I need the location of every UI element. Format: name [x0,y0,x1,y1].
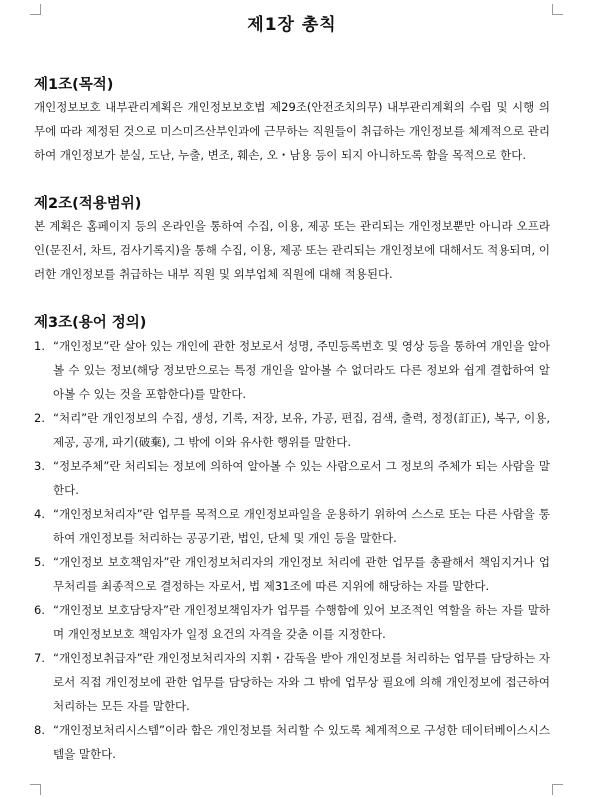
article-2-body: 본 계획은 홈페이지 등의 온라인을 통하여 수집, 이용, 제공 또는 관리되는 개인정보뿐만 아니라 오프라인(문진서, 차트, 검사기록지)을 통해 수집, 이용, 제공 또는 관리되는 개인정보에 대해서도 적용되며, 이러한 개인정보를 취급하는 내부 직원 및 외부업체 직원에 대해 적용된다. [34,219,550,281]
article-1 [34,73,550,167]
definition-text: “개인정보 보호담당자”란 개인정보책임자가 업무를 수행함에 있어 보조적인 역할을 하는 자를 말하며 개인정보보호 책임자가 일정 요건의 자격을 갖춘 이를 지정한다. [53,603,550,641]
definition-item [34,334,550,406]
article-2 [34,192,550,286]
definition-item [34,598,550,646]
definition-text: “개인정보”란 살아 있는 개인에 관한 정보로서 성명, 주민등록번호 및 영상 등을 통하여 개인을 알아볼 수 있는 정보(해당 정보만으로는 특정 개인을 알아볼 수 없더라도 다른 정보와 쉽게 결합하여 알아볼 수 있는 것을 포함한다)를 말한다. [53,339,550,401]
definition-number: 4. [34,507,45,521]
definition-number: 1. [34,339,45,353]
article-1-title: 제1조(목적) [34,77,114,93]
definition-item [34,502,550,550]
definition-item [34,454,550,502]
article-1-body: 개인정보보호 내부관리계획은 개인정보보호법 제29조(안전조치의무) 내부관리계획의 수립 및 시행 의무에 따라 제정된 것으로 미스미즈산부인과에 근무하는 직원들이 취급하는 개인정보를 체계적으로 관리하여 개인정보가 분실, 도난, 누출, 변조, 훼손, 오・남용 등이 되지 아니하도록 함을 목적으로 한다. [34,100,550,162]
document-page [34,0,550,766]
definition-text: “개인정보취급자”란 개인정보처리자의 지휘・감독을 받아 개인정보를 처리하는 업무를 담당하는 자로서 직접 개인정보에 관한 업무를 담당하는 자와 그 밖에 업무상 필요에 의해 개인정보에 접근하여 처리하는 모든 자를 말한다. [53,651,551,713]
definition-text: “개인정보 보호책임자”란 개인정보처리자의 개인정보 처리에 관한 업무를 총괄해서 책임지거나 업무처리를 최종적으로 결정하는 자로서, 법 제31조에 따른 지위에 해당하는 자를 말한다. [53,555,550,593]
definitions-list [34,334,550,766]
page-corner-mark-bottom-left [30,784,41,795]
chapter-title: 제1장 총칙 [247,15,337,35]
article-2-title: 제2조(적용범위) [34,196,142,212]
article-3-title: 제3조(용어 정의) [34,315,147,331]
definition-item [34,406,550,454]
article-3 [34,311,550,766]
definition-text: “정보주체”란 처리되는 정보에 의하여 알아볼 수 있는 사람으로서 그 정보의 주체가 되는 사람을 말한다. [53,459,550,497]
definition-number: 6. [34,603,45,617]
definition-number: 8. [34,723,45,737]
definition-item [34,718,550,766]
definition-number: 2. [34,411,45,425]
page-corner-mark-bottom-right [552,784,563,795]
page-corner-mark-top-right [552,4,563,15]
definition-text: “개인정보처리시스템”이라 함은 개인정보를 처리할 수 있도록 체계적으로 구성한 데이터베이스시스템을 말한다. [53,723,550,761]
definition-number: 5. [34,555,45,569]
definition-item [34,646,550,718]
definition-number: 3. [34,459,45,473]
definition-item [34,550,550,598]
definition-text: “개인정보처리자”란 업무를 목적으로 개인정보파일을 운용하기 위하여 스스로 또는 다른 사람을 통하여 개인정보를 처리하는 공공기관, 법인, 단체 및 개인 등을 말한다. [53,507,550,545]
definition-text: “처리”란 개인정보의 수집, 생성, 기록, 저장, 보유, 가공, 편집, 검색, 출력, 정정(訂正), 복구, 이용, 제공, 공개, 파기(破棄), 그 밖에 이와 유사한 행위를 말한다. [53,411,550,449]
definition-number: 7. [34,651,45,665]
